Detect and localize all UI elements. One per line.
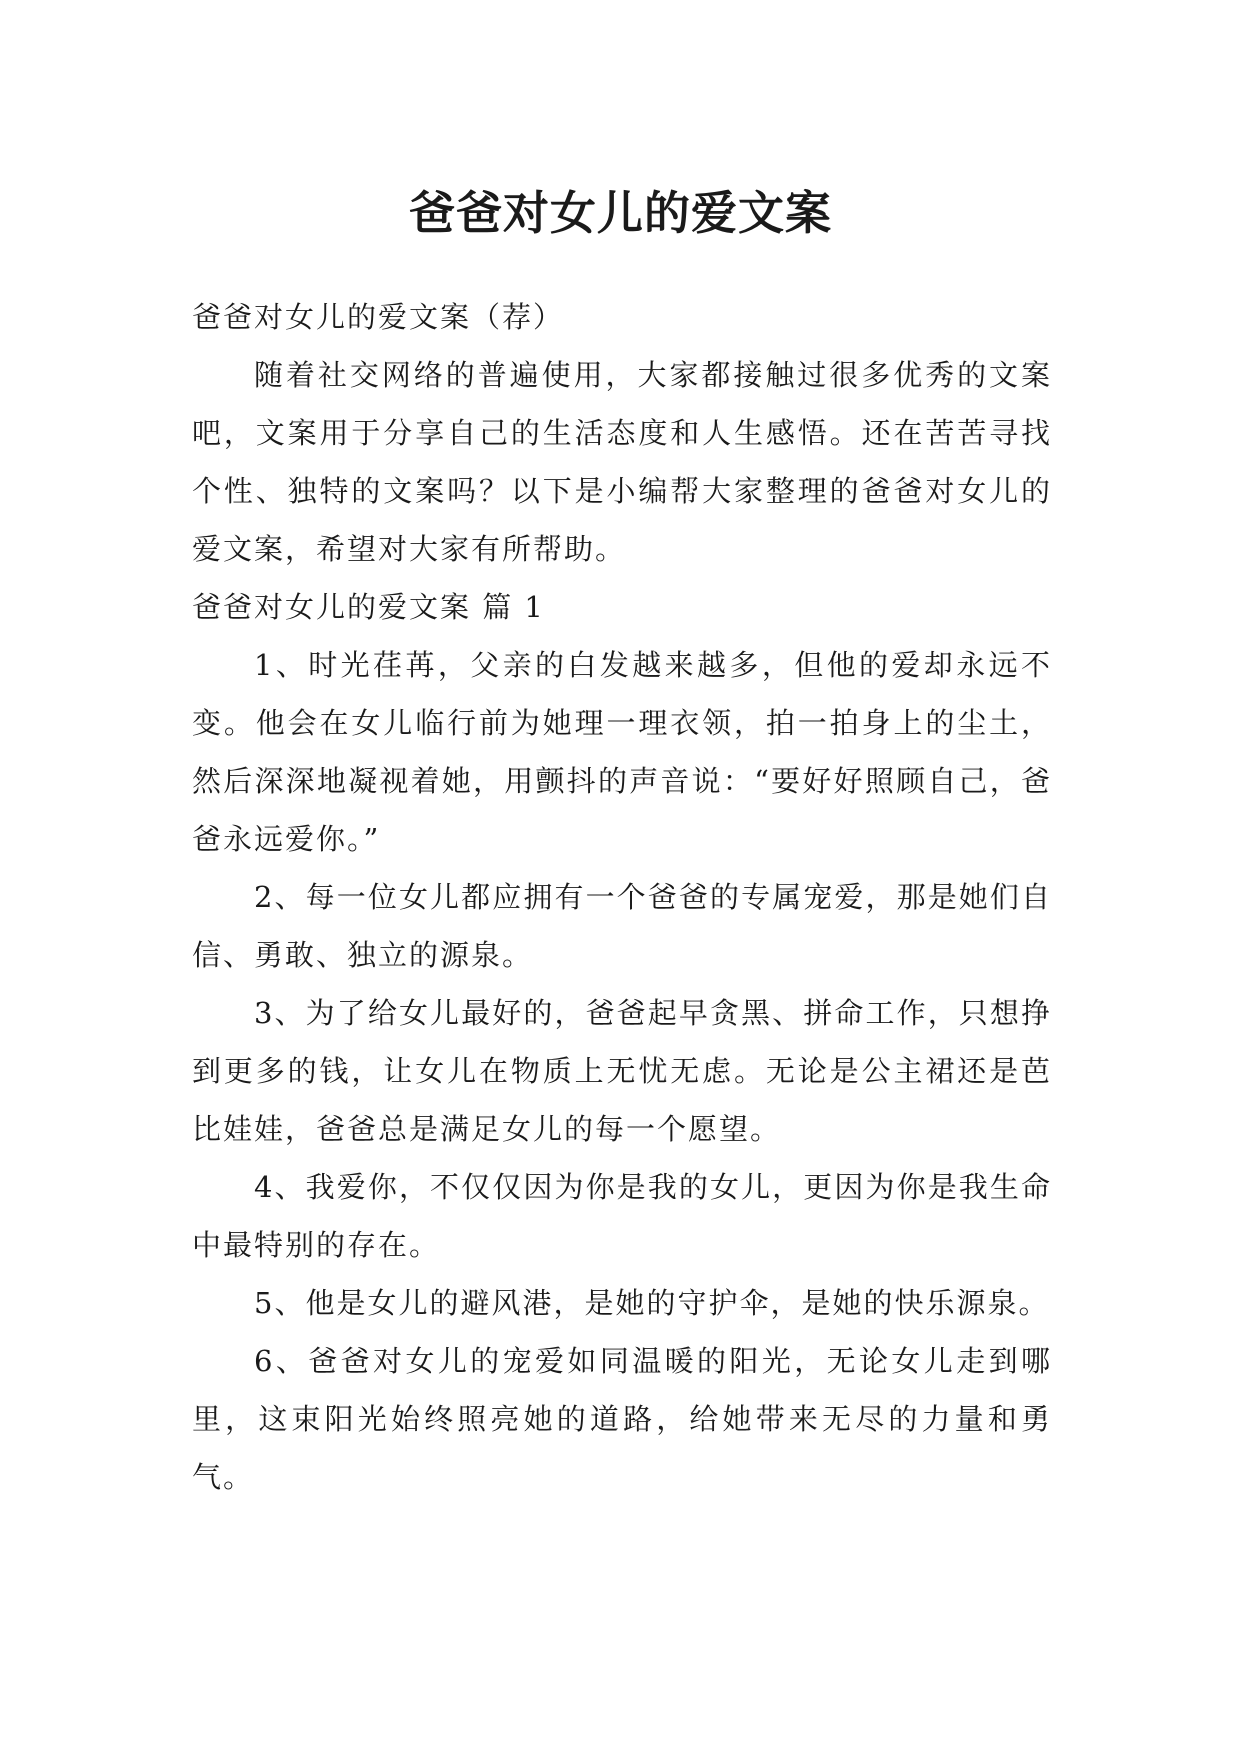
list-item: 6、爸爸对女儿的宠爱如同温暖的阳光，无论女儿走到哪里，这束阳光始终照亮她的道路，给她带来无尽的力量和勇气。 xyxy=(192,1344,1052,1494)
document-body xyxy=(192,288,1052,1506)
list-item: 5、他是女儿的避风港，是她的守护伞，是她的快乐源泉。 xyxy=(254,1286,1050,1320)
list-item: 4、我爱你，不仅仅因为你是我的女儿，更因为你是我生命中最特别的存在。 xyxy=(192,1170,1052,1262)
document-title: 爸爸对女儿的爱文案 xyxy=(409,185,832,240)
intro-paragraph: 随着社交网络的普遍使用，大家都接触过很多优秀的文案吧，文案用于分享自己的生活态度和人生感悟。还在苦苦寻找个性、独特的文案吗？以下是小编帮大家整理的爸爸对女儿的爱文案，希望对大家有所帮助。 xyxy=(192,358,1052,566)
section-heading: 爸爸对女儿的爱文案 篇 1 xyxy=(192,590,545,624)
subtitle-line: 爸爸对女儿的爱文案（荐） xyxy=(192,300,565,334)
list-item: 1、时光荏苒，父亲的白发越来越多，但他的爱却永远不变。他会在女儿临行前为她理一理衣领，拍一拍身上的尘土，然后深深地凝视着她，用颤抖的声音说：“要好好照顾自己，爸爸永远爱你。” xyxy=(192,648,1052,856)
list-item: 3、为了给女儿最好的，爸爸起早贪黑、拼命工作，只想挣到更多的钱，让女儿在物质上无忧无虑。无论是公主裙还是芭比娃娃，爸爸总是满足女儿的每一个愿望。 xyxy=(192,996,1052,1146)
list-item: 2、每一位女儿都应拥有一个爸爸的专属宠爱，那是她们自信、勇敢、独立的源泉。 xyxy=(192,880,1052,972)
